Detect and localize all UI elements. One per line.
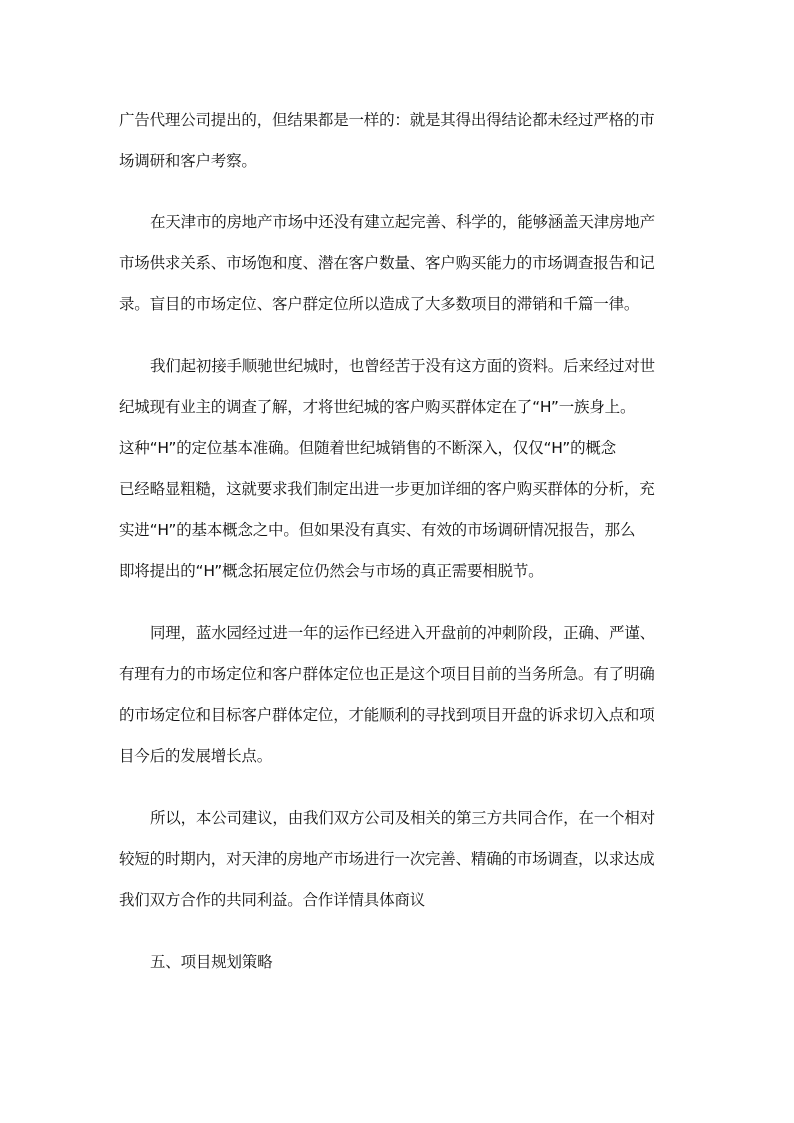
paragraph-1-line-2: 场调研和客户考察。 <box>119 152 257 170</box>
paragraph-3-line-2: 纪城现有业主的调查了解，才将世纪城的客户购买群体定在了“H”一族身上。 <box>119 398 636 416</box>
paragraph-2-line-1: 在天津市的房地产市场中还没有建立起完善、科学的，能够涵盖天津房地产 <box>150 213 655 231</box>
paragraph-2-line-3: 录。盲目的市场定位、客户群定位所以造成了大多数项目的滞销和千篇一律。 <box>119 295 640 313</box>
paragraph-5-line-2: 较短的时期内，对天津的房地产市场进行一次完善、精确的市场调查，以求达成 <box>119 850 655 868</box>
paragraph-3-line-6: 即将提出的“H”概念拓展定位仍然会与市场的真正需要相脱节。 <box>119 562 544 580</box>
paragraph-4-line-1: 同理，蓝水园经过进一年的运作已经进入开盘前的冲刺阶段，正确、严谨、 <box>150 624 655 642</box>
paragraph-1-line-1: 广告代理公司提出的，但结果都是一样的：就是其得出得结论都未经过严格的市 <box>119 111 655 129</box>
section-heading: 五、项目规划策略 <box>150 953 273 971</box>
paragraph-4-line-4: 目今后的发展增长点。 <box>119 747 273 765</box>
paragraph-3-line-3: 这种“H”的定位基本准确。但随着世纪城销售的不断深入，仅仅“H”的概念 <box>119 439 616 457</box>
paragraph-4-line-2: 有理有力的市场定位和客户群体定位也正是这个项目目前的当务所急。有了明确 <box>119 665 655 683</box>
paragraph-5-line-1: 所以，本公司建议，由我们双方公司及相关的第三方共同合作，在一个相对 <box>150 809 655 827</box>
paragraph-4-line-3: 的市场定位和目标客户群体定位，才能顺利的寻找到项目开盘的诉求切入点和项 <box>119 706 655 724</box>
paragraph-3-line-5: 实进“H”的基本概念之中。但如果没有真实、有效的市场调研情况报告，那么 <box>119 521 636 539</box>
paragraph-5-line-3: 我们双方合作的共同利益。合作详情具体商议 <box>119 891 426 909</box>
paragraph-3-line-1: 我们起初接手顺驰世纪城时，也曾经苦于没有这方面的资料。后来经过对世 <box>150 357 655 375</box>
paragraph-2-line-2: 市场供求关系、市场饱和度、潜在客户数量、客户购买能力的市场调查报告和记 <box>119 254 655 272</box>
paragraph-3-line-4: 已经略显粗糙，这就要求我们制定出进一步更加详细的客户购买群体的分析，充 <box>119 480 655 498</box>
